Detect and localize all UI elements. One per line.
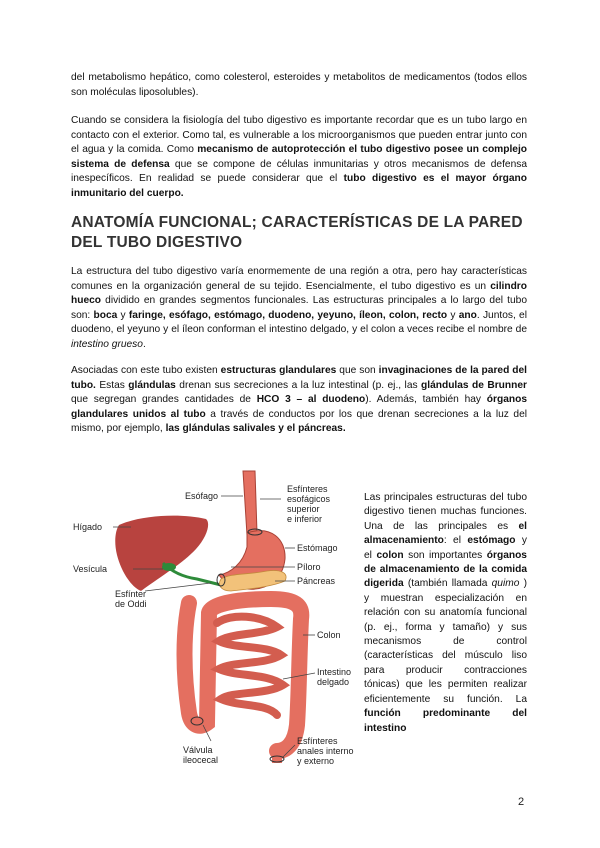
text-run: estómago [467, 535, 516, 547]
text-run: HCO 3 – al duodeno [256, 394, 366, 406]
text-run: glándulas [128, 379, 176, 391]
text-run: cilindro hueco [71, 280, 527, 307]
text-run: y [117, 309, 129, 321]
label-pancreas: Páncreas [297, 576, 336, 586]
paragraph-structure [71, 265, 527, 353]
text-run: Las principales estructuras del tubo digestivo tienen muchas funciones. Una de las principales es [364, 492, 527, 532]
text-run: son importantes [403, 549, 487, 561]
label-vesicula: Vesícula [73, 564, 108, 574]
label-oddi-1: Esfínter [115, 589, 147, 599]
label-valvula-1: Válvula [183, 745, 213, 755]
text-run: quimo [491, 578, 520, 590]
text-run: y [447, 309, 459, 321]
text-run: drenan sus secreciones a la luz intestinal (p. ej., las [175, 379, 422, 391]
paragraph-metabolism [71, 71, 527, 100]
paragraph-glands [71, 364, 527, 437]
text-run: que segregan grandes cantidades de [71, 394, 257, 406]
text-run: : el [443, 535, 468, 547]
text-run: Estas [95, 379, 129, 391]
text-run: las glándulas salivales y el páncreas. [165, 423, 346, 435]
label-colon: Colon [317, 630, 341, 640]
text-run: estructuras glandulares [220, 365, 337, 376]
text-run: que se compone de células inmunitarias y otros mecanismos de defensa inespecíficos. En realidad se puede considerar que el [71, 158, 527, 185]
text-run: . [142, 338, 146, 350]
text-run: intestino grueso [71, 338, 143, 350]
text-run: tubo digestivo es el mayor órgano inmunitario del cuerpo. [71, 173, 527, 199]
label-anales-2: anales interno [297, 746, 354, 756]
label-anales-1: Esfínteres [297, 736, 338, 746]
text-run: colon [376, 549, 404, 561]
label-estomago: Estómago [297, 543, 338, 553]
text-run: dividido en grandes segmentos funcionales. Las estructuras principales a lo largo del tubo son: [71, 295, 527, 321]
label-esfinteres-esofagicos-4: e inferior [287, 514, 323, 524]
label-anales-3: y externo [297, 756, 335, 766]
text-run: del metabolismo hepático, como colesterol, esteroides y metabolitos de medicamentos (todos ellos son moléculas liposolubles). [71, 72, 527, 98]
text-run: mecanismo de autoprotección el tubo digestivo posee un complejo sistema de defensa [71, 144, 527, 170]
text-run: órganos glandulares unidos al tubo [71, 394, 527, 420]
text-run: ). Además, también hay [365, 394, 487, 406]
text-run: el almacenamiento [364, 520, 527, 547]
label-esfinteres-esofagicos-3: superior [287, 504, 320, 514]
text-run: faringe, esófago, estómago, duodeno, yeyuno, íleon, colon, recto [128, 309, 448, 321]
text-run: y el [364, 535, 527, 561]
label-esofago: Esófago [185, 491, 219, 501]
text-run: La estructura del tubo digestivo varía enormemente de una región a otra, pero hay características comunes en la organización general de su tejido. Esencialmente, el tubo digestivo es un [71, 266, 527, 292]
text-run: (también llamada [403, 578, 492, 590]
text-run: a través de conductos por los que drenan secreciones a la luz del mismo, por ejemplo, [71, 408, 527, 435]
side-paragraph-storage [364, 491, 527, 736]
text-run: Asociadas con este tubo existen [71, 365, 221, 376]
text-run: glándulas de Brunner [421, 379, 527, 391]
label-esfinteres-esofagicos-1: Esfínteres [287, 484, 328, 494]
text-run: invaginaciones de la pared del tubo. [71, 365, 527, 391]
esophagus-shape [243, 471, 257, 535]
text-run: boca [93, 309, 118, 321]
small-intestine-shape [217, 617, 283, 715]
text-run: . Juntos, el duodeno, el yeyuno y el íleon conforman el intestino delgado, y el colon a veces recibe el nombre de [71, 309, 527, 336]
text-run: función predominante del intestino [364, 708, 527, 734]
section-heading: ANATOMÍA FUNCIONAL; CARACTERÍSTICAS DE LA PARED DEL TUBO DIGESTIVO [71, 214, 523, 251]
label-esfinteres-esofagicos-2: esofágicos [287, 494, 331, 504]
paragraph-immune-defense [71, 114, 527, 202]
page-number: 2 [518, 796, 525, 808]
text-run: que son [336, 365, 379, 376]
text-run: ano [458, 309, 477, 321]
label-intestino-2: delgado [317, 677, 350, 687]
label-valvula-2: ileocecal [183, 755, 219, 765]
label-intestino-1: Intestino [317, 667, 352, 677]
text-run: ) y muestran especialización en relación con su anatomía funcional (p. ej., forma y tamaño) y sus mecanismos de control (características del músculo liso para producir contracciones tónicas) que les permiten realizar eficientemente su función. La [364, 578, 527, 705]
text-run: Cuando se considera la fisiología del tubo digestivo es importante recordar que es un tubo largo en contacto con el exterior. Como tal, es vulnerable a los microorganismos que pueden entrar junto con el agua y la comida. Como [71, 115, 527, 156]
label-piloro: Píloro [297, 562, 321, 572]
text-run: órganos de almacenamiento de la comida digerida [364, 549, 527, 590]
label-higado: Hígado [73, 522, 103, 532]
label-oddi-2: de Oddi [115, 599, 147, 609]
digestive-system-figure [71, 463, 361, 768]
